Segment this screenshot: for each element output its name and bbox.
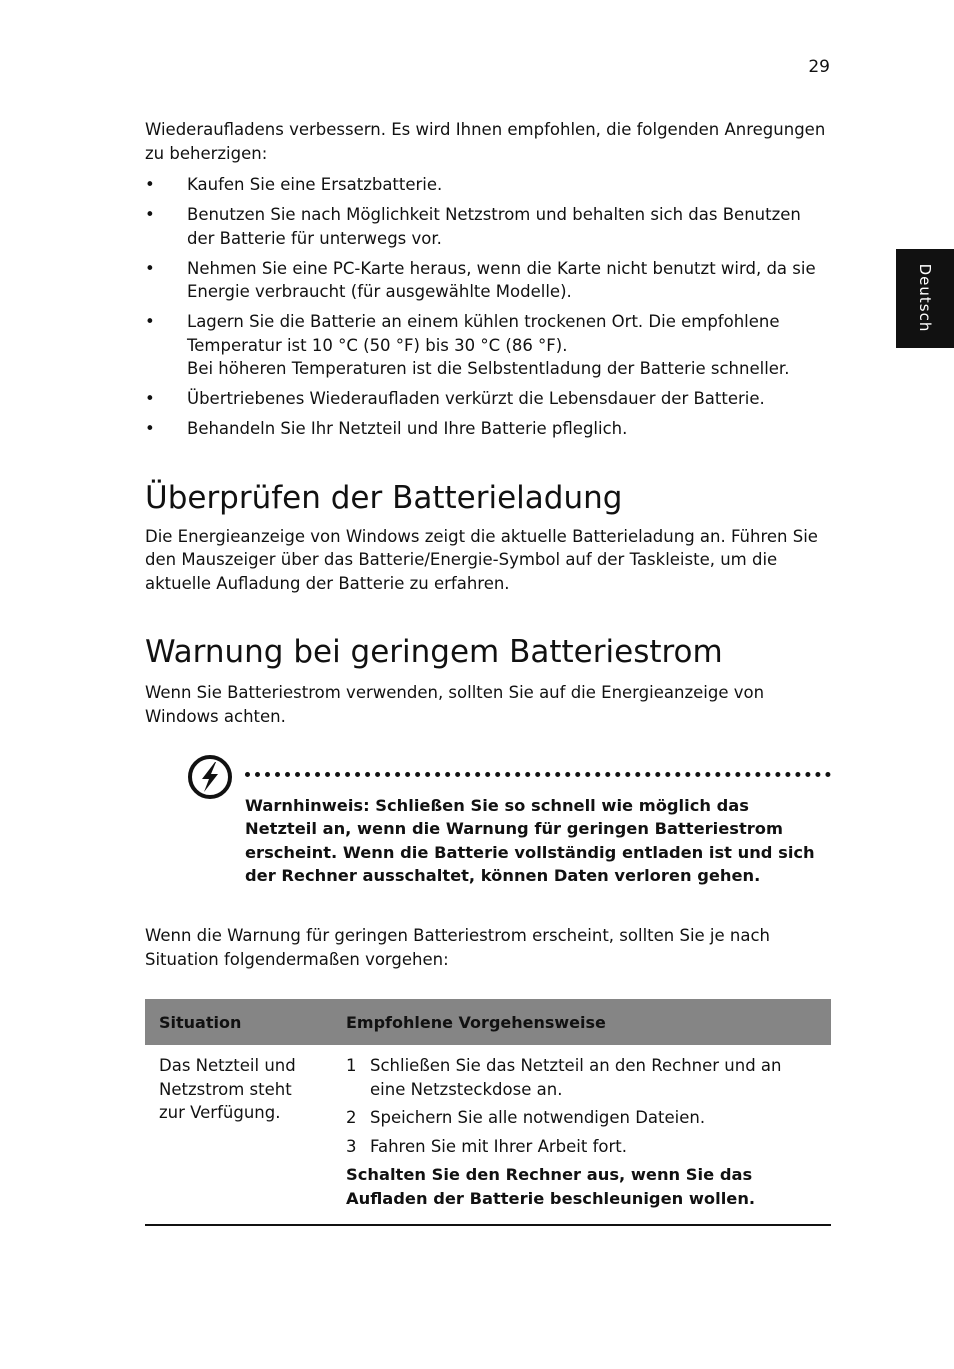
dotted-divider [245, 772, 831, 777]
section-paragraph: Wenn die Warnung für geringen Batteriestrom erscheint, sollten Sie je nach Situation folgendermaßen vorgehen: [145, 926, 771, 969]
language-side-tab [896, 249, 954, 348]
section-heading-low-battery: Warnung bei geringem Batteriestrom [145, 634, 723, 670]
list-item: • Kaufen Sie eine Ersatzbatterie. [145, 173, 831, 197]
list-item: • Übertriebenes Wiederaufladen verkürzt die Lebensdauer der Batterie. [145, 387, 831, 411]
list-item: • Benutzen Sie nach Möglichkeit Netzstrom und behalten sich das Benutzen der Batterie für unterwegs vor. [145, 203, 831, 250]
action-note: Schalten Sie den Rechner aus, wenn Sie das Aufladen der Batterie beschleunigen wollen. [346, 1165, 756, 1208]
table-row [145, 1045, 831, 1225]
steps-list [346, 1054, 817, 1158]
recommendation-list [145, 173, 831, 441]
step-number: 3 [346, 1136, 357, 1156]
table-header-row [145, 999, 831, 1045]
page-number: 29 [808, 57, 830, 77]
list-item [145, 310, 831, 381]
situation-table [145, 999, 831, 1226]
section-paragraph: Wenn Sie Batteriestrom verwenden, sollten Sie auf die Energieanzeige von Windows achten. [145, 683, 765, 726]
section-paragraph: Die Energieanzeige von Windows zeigt die aktuelle Batterieladung an. Führen Sie den Mauszeiger über das Batterie/Energie-Symbol auf der Taskleiste, um die aktuelle Aufladung der Batterie zu erfahren. [145, 526, 818, 593]
step-item [346, 1054, 817, 1101]
list-item-line: Lagern Sie die Batterie an einem kühlen trockenen Ort. Die empfohlene Temperatur ist 10 °C (50 °F) bis 30 °C (86 °F). [187, 312, 780, 355]
step-item [346, 1135, 817, 1159]
column-header-action: Empfohlene Vorgehensweise [332, 999, 831, 1045]
list-item-line: Bei höheren Temperaturen ist die Selbstentladung der Batterie schneller. [187, 359, 790, 378]
step-text: Fahren Sie mit Ihrer Arbeit fort. [370, 1136, 627, 1156]
warning-text: Warnhinweis: Schließen Sie so schnell wie möglich das Netzteil an, wenn die Warnung für geringen Batteriestrom erscheint. Wenn die Batterie vollständig entladen ist und sich der Rechner ausschaltet, können Daten verloren gehen. [245, 796, 815, 885]
section-heading-battery-charge: Überprüfen der Batterieladung [145, 479, 623, 516]
intro-paragraph: Wiederaufladens verbessern. Es wird Ihnen empfohlen, die folgenden Anregungen zu beherzigen: [145, 120, 826, 163]
situation-cell: Das Netzteil und Netzstrom steht zur Verfügung. [159, 1056, 296, 1122]
column-header-situation: Situation [145, 999, 332, 1045]
step-number: 1 [346, 1056, 357, 1075]
step-item [346, 1106, 817, 1130]
list-item: • Behandeln Sie Ihr Netzteil und Ihre Batterie pfleglich. [145, 417, 831, 441]
side-tab-label: Deutsch [916, 263, 934, 333]
warning-box [145, 754, 831, 894]
action-cell [332, 1045, 831, 1225]
list-item: • Nehmen Sie eine PC-Karte heraus, wenn die Karte nicht benutzt wird, da sie Energie verbraucht (für ausgewählte Modelle). [145, 257, 831, 304]
page-content [145, 118, 831, 1226]
step-number: 2 [346, 1108, 357, 1127]
lightning-warning-icon [187, 754, 233, 800]
step-text: Schließen Sie das Netzteil an den Rechner und an eine Netzsteckdose an. [370, 1056, 782, 1099]
step-text: Speichern Sie alle notwendigen Dateien. [370, 1108, 706, 1127]
